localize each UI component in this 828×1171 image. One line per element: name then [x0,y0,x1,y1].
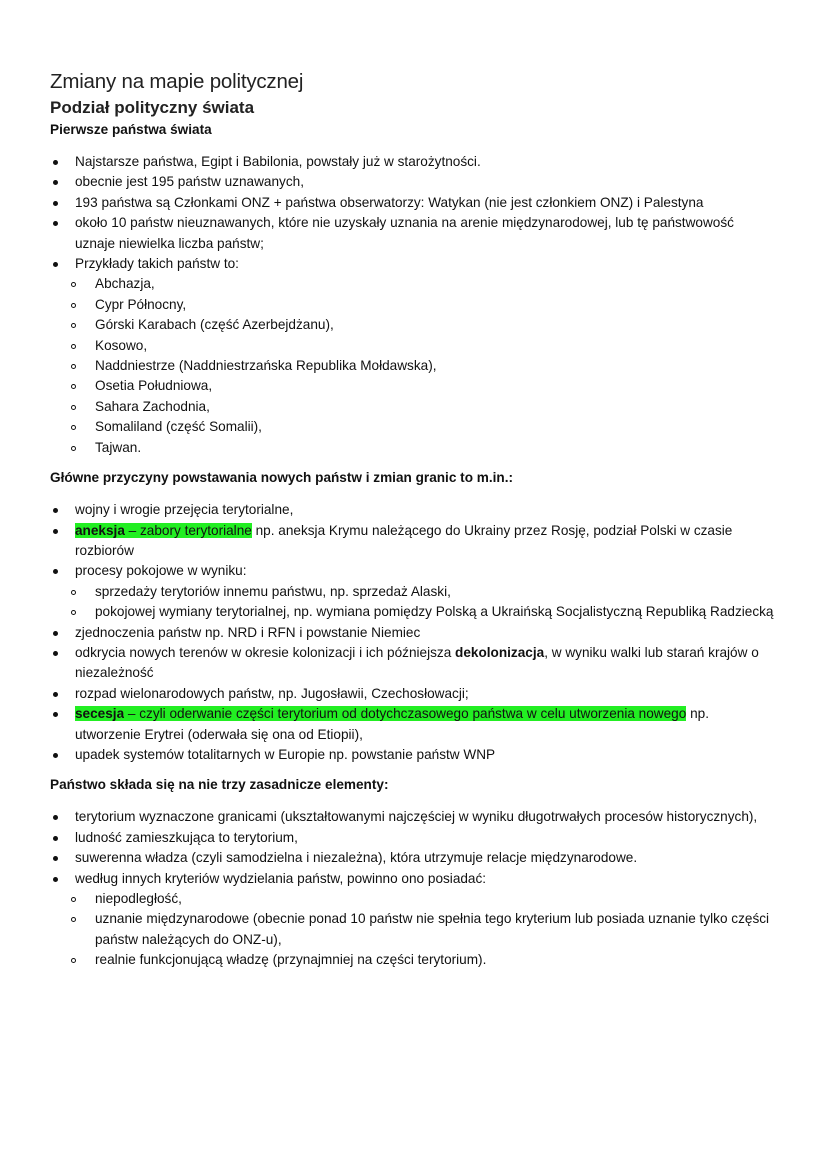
list-item [50,623,775,643]
highlighted-text: aneksja [75,522,125,538]
list-item [50,684,775,704]
list-item [50,500,775,520]
highlighted-text: – czyli oderwanie części terytorium od dotychczasowego państwa w celu utworzenia nowego [124,706,687,722]
section-heading: Pierwsze państwa świata [50,122,212,137]
document-page [50,68,775,981]
list-item [50,152,775,172]
item-text: niepodległość, [95,891,182,906]
sub-list-item [50,417,775,437]
sub-list-item [50,274,775,294]
sub-list-item [50,376,775,396]
item-text: realnie funkcjonującą władzę (przynajmniej na części terytorium). [95,952,487,968]
item-text: około 10 państw nieuznawanych, które nie uzyskały uznania na arenie międzynarodowej, lub tę państwowość uznaje niewielka liczba państw; [75,215,734,251]
list-item [50,848,775,868]
list-item [50,807,775,827]
item-text: obecnie jest 195 państw uznawanych, [75,174,304,190]
item-text: Górski Karabach (część Azerbejdżanu), [95,317,334,333]
item-text: według innych kryteriów wydzielania państw, powinno ono posiadać: [75,870,487,886]
bullet-list [50,152,775,458]
item-text: rozpad wielonarodowych państw, np. Jugosławii, Czechosłowacji; [75,685,469,701]
item-text: procesy pokojowe w wyniku: [75,563,247,579]
document-body [50,120,775,971]
list-item [50,828,775,848]
item-text: Somaliland (część Somalii), [95,419,262,435]
sub-list-item [50,336,775,356]
item-text: 193 państwa są Członkami ONZ + państwa obserwatorzy: Watykan (nie jest członkiem ONZ) i Palestyna [75,194,704,210]
item-text: Abchazja, [95,276,155,292]
item-text: pokojowej wymiany terytorialnej, np. wymiana pomiędzy Polską a Ukraińską Socjalistyczną Republiką Radziecką [95,604,774,620]
sub-list-item [50,950,775,970]
document-subtitle: Podział polityczny świata [50,98,255,117]
section-heading: Państwo składa się na nie trzy zasadnicze elementy: [50,777,389,793]
sub-list-item [50,356,775,376]
item-text: Kosowo, [95,337,148,353]
sub-list-item [50,602,775,622]
list-item [50,561,775,581]
item-text: Najstarsze państwa, Egipt i Babilonia, powstały już w starożytności. [75,154,481,169]
highlighted-text: – zabory terytorialne [124,522,252,538]
sub-list-item [50,397,775,417]
item-text: sprzedaży terytoriów innemu państwu, np. sprzedaż Alaski, [95,583,451,599]
item-text: np. aneksja Krymu należącego do Ukrainy przez Rosję, podział Polski w czasie rozbiorów [75,522,733,558]
item-text: terytorium wyznaczone granicami (ukształtowanymi najczęściej w wyniku długotrwałych procesów historycznych), [75,809,758,825]
sub-list-item [50,889,775,909]
bold-term: dekolonizacja [455,644,545,660]
highlighted-text: secesja [75,706,125,722]
item-text: odkrycia nowych terenów w okresie kolonizacji i ich późniejsza [75,644,456,660]
item-text: ludność zamieszkująca to terytorium, [75,829,298,845]
list-item [50,704,775,745]
list-item [50,213,775,254]
sub-list-item [50,909,775,950]
list-item [50,254,775,274]
bullet-list [50,500,775,765]
sub-list-item [50,315,775,335]
list-item [50,745,775,765]
list-item [50,643,775,684]
item-text: uznanie międzynarodowe (obecnie ponad 10 państw nie spełnia tego kryterium lub posiada uznanie tylko części państw należących do ONZ-u), [95,911,770,947]
item-text: wojny i wrogie przejęcia terytorialne, [75,502,294,518]
sub-list-item [50,438,775,458]
item-text: Cypr Północny, [95,296,187,312]
item-text: Przykłady takich państw to: [75,256,239,272]
document-title: Zmiany na mapie politycznej [50,70,304,93]
item-text: upadek systemów totalitarnych w Europie np. powstanie państw WNP [75,746,496,762]
list-item [50,172,775,192]
bullet-list [50,807,775,970]
sub-list-item [50,295,775,315]
item-text: suwerenna władza (czyli samodzielna i niezależna), która utrzymuje relacje międzynarodowe. [75,850,638,866]
item-text: Sahara Zachodnia, [95,398,210,414]
list-item [50,521,775,562]
item-text: Tajwan. [95,439,142,455]
list-item [50,869,775,889]
sub-list-item [50,582,775,602]
item-text: zjednoczenia państw np. NRD i RFN i powstanie Niemiec [75,624,421,640]
item-text: Osetia Południowa, [95,378,213,394]
item-text: , w wyniku walki lub starań krajów o niezależność [75,644,759,681]
list-item [50,193,775,213]
section-heading: Główne przyczyny powstawania nowych państw i zmian granic to m.in.: [50,470,514,486]
item-text: Naddniestrze (Naddniestrzańska Republika Mołdawska), [95,358,437,374]
item-text: np. utworzenie Erytrei (oderwała się ona od Etiopii), [75,706,709,742]
